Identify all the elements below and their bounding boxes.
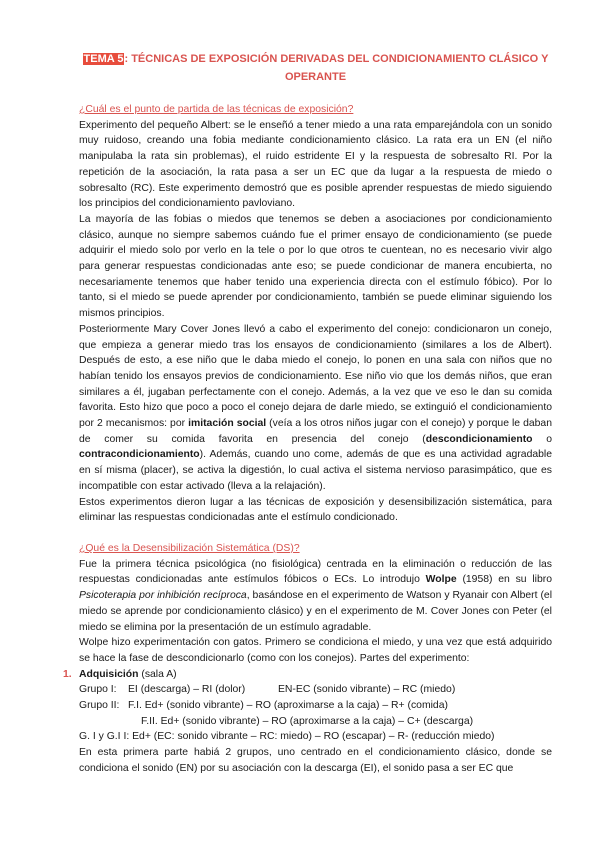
term-descondicionamiento: descondicionamiento xyxy=(425,433,533,445)
paragraph-phobias: La mayoría de las fobias o miedos que tenemos se deben a asociaciones por condicionamiento clásico, aunque no siempre sabemos cuándo fue el primer ensayo de condicionamiento (se puede adquirir el miedo solo por verlo en la tele o por lo que otros te cuentean, no es necesario vivir algo para generar respuestas condicionadas ante eso; se puede condicionar de manera encubierta, no necesariamente tenemos que haber tenido una experiencia directa con el estímulo fóbico). Por lo tanto, si el miedo se puede aprender por condicionamiento, también se puede eliminar siguiendo los mismos principios. xyxy=(79,213,552,320)
paragraph-albert: Experimento del pequeño Albert: se le enseñó a tener miedo a una rata emparejándola con un sonido muy ruidoso, creando una fobia mediante condicionamiento clásico. La rata era un EN (el niño manipulaba la rata sin problemas), el ruido estridente EI y la respuesta de sobresalto RI. Por la repetición de la asociación, la rata pasa a ser un EC que da lugar a la respuesta de miedo o sobresalto (RC). Este experimento demostró que es posible aprender respuestas de miedo siguiendo los principios del condicionamiento pavloviano. xyxy=(79,119,552,210)
paragraph-first-part: En esta primera parte habiá 2 grupos, uno centrado en el condicionamiento clásico, donde se condiciona el sonido (EN) por su asociación con la descarga (EI), el sonido pasa a ser EC que xyxy=(79,747,552,774)
title-text: : TÉCNICAS DE EXPOSICIÓN DERIVADAS DEL CONDICIONAMIENTO CLÁSICO Y OPERANTE xyxy=(124,53,549,83)
group-combined-row: G. I y G.I I: Ed+ (EC: sonido vibrante – RC: miedo) – RO (escapar) – R- (reducción miedo) xyxy=(79,731,495,743)
paragraph-mary-cover-jones: Posteriormente Mary Cover Jones llevó a cabo el experimento del conejo: condicionaron un conejo, que empieza a generar miedo tras los ensayos de condicionamiento (similares a los de Albert). Después de esto, a ese niño que le daba miedo el conejo, lo ponen en una sala con niños que no habían tenido los ensayos previos de condicionamiento. Ese niño vio que los demás niños, que eran similares a él, jugaban perfectamente con el conejo. Además, a la vez que ve eso le dan su comida favorita. Esto hizo que poco a poco el conejo dejara de darle miedo, se extinguió el condicionamiento por 2 mecanismos: por imitación social (veía a los otros niños jugar con el conejo) y porque le daban de comer su comida favorita en presencia del conejo (descondicionamiento o contracondicionamiento). Además, cuando uno come, además de que es una actividad agradable en sí misma (placer), se activa la digestión, lo cual activa el sistema nervioso parasimpático, que es incompatible con estar activado (lleva a la relajación). xyxy=(79,323,552,492)
list-item-adquisicion: 1. Adquisición (sala A) xyxy=(79,667,552,683)
section-heading-exposure: ¿Cuál es el punto de partida de las técnicas de exposición? xyxy=(79,104,354,115)
term-contracondicionamiento: contracondicionamiento xyxy=(79,449,200,461)
book-title: Psicoterapia por inhibición recíproca xyxy=(79,590,247,602)
document-page xyxy=(63,50,553,777)
term-wolpe: Wolpe xyxy=(425,574,457,586)
topic-tag: TEMA 5 xyxy=(83,53,124,65)
experiment-parts-list xyxy=(63,667,552,777)
group-2-row-b: F.II. Ed+ (sonido vibrante) – RO (aproximarse a la caja) – C+ (descarga) xyxy=(141,715,474,727)
paragraph-ds-intro: Fue la primera técnica psicológica (no fisiológica) centrada en la eliminación o reducción de las respuestas condicionadas ante estímulos fóbicos o ECs. Lo introdujo Wolpe (1958) en su libro Psicoterapia por inhibición recíproca, basándose en el experimento de Watson y Ryanair con Albert (el miedo se aprende por condicionamiento clásico) y en el experimento de M. Cover Jones con Peter (el miedo se elimina por la presentación de un estímulo agradable. xyxy=(79,558,553,633)
list-number: 1. xyxy=(63,668,72,680)
group-1-row: Grupo I: EI (descarga) – RI (dolor) EN-EC (sonido vibrante) – RC (miedo) xyxy=(79,684,456,696)
section-heading-ds: ¿Qué es la Desensibilización Sistemática (DS)? xyxy=(79,542,300,554)
paragraph-conclusion: Estos experimentos dieron lugar a las técnicas de exposición y desensibilización sistemática, para eliminar las respuestas condicionadas ante el estímulo condicionado. xyxy=(79,496,552,524)
page-title xyxy=(79,50,552,86)
paragraph-wolpe-cats: Wolpe hizo experimentación con gatos. Primero se condiciona el miedo, y una vez que está adquirido se hace la fase de descondicionarlo (como con los conejos). Partes del experimento: xyxy=(79,637,552,664)
term-imitacion-social: imitación social xyxy=(188,418,267,430)
group-2-row: Grupo II: F.I. Ed+ (sonido vibrante) – RO (aproximarse a la caja) – R+ (comida) xyxy=(79,700,448,712)
